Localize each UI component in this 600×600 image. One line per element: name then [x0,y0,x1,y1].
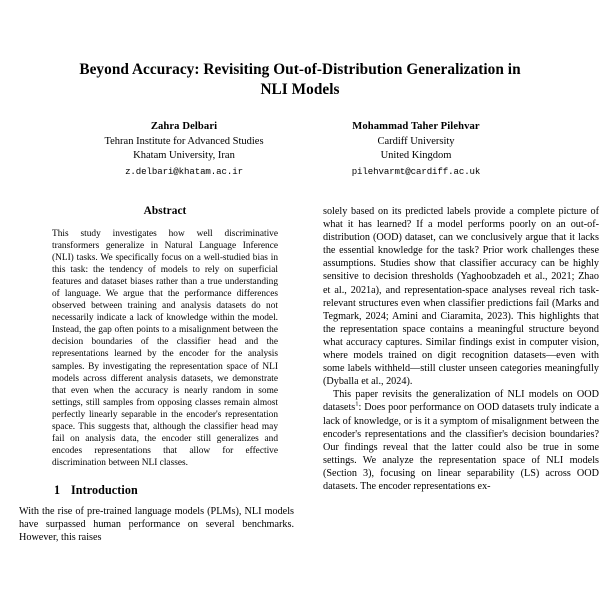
author-block-0 [68,120,300,179]
page-title: Beyond Accuracy: Revisiting Out-of-Distribution Generalization in NLI Models [79,61,521,98]
author-affiliation-line2: Khatam University, Iran [133,150,235,162]
abstract-text: This study investigates how well discriminative transformers generalize in Natural Language Inference (NLI) tasks. We specifically focus on a well-studied bias in this task: the tendency of models to rely on superficial features and dataset biases rather than a true understanding of language. We argue that the performance differences observed between training and analysis datasets do not necessarily indicate a lack of knowledge within the model. Instead, the gap often points to a misalignment between the decision boundaries of the classifier head and the representations learned by the encoder for the analysis samples. By investigating the representation space of NLI models across different analysis datasets, we demonstrate that even when the accuracy is nearly random in some settings, still samples from opposing classes remain almost perfectly linearly separable in the encoder's representation space. This suggests that, although the classifier head may fail on analysis data, the encoder still generalizes and encodes representations that allow for effective discrimination between NLI classes. [52,229,278,468]
right-column-continued-paragraph: solely based on its predicted labels provide a complete picture of what it has learned? If a model performs poorly on an out-of-distribution (OOD) dataset, can we conclusively argue that it lacks the essential knowledge for the task? Prior work challenges these assumptions. Studies show that classifier accuracy can be highly sensitive to decision thresholds (Yaghoobzadeh et al., 2021; Zhao et al., 2021a), and representation-space analyses reveal rich task-relevant structures even when classifier predictions fail (Marks and Tegmark, 2024; Amini and Ciaramita, 2023). This highlights that the representation space contains a meaningful structure beyond what accuracy captures. Similar findings exist in computer vision, where models trained on digit recognition datasets—even with some labels withheld—still cluster unseen categories meaningfully (Dyballa et al., 2024). [323,206,599,388]
author-affiliation-line2: United Kingdom [380,150,452,162]
body-columns [0,205,600,544]
author-affiliation-line1: Cardiff University [377,135,455,147]
section-title: Introduction [71,482,138,497]
section-number: 1 [54,482,61,497]
author-name: Mohammad Taher Pilehvar [352,121,480,132]
introduction-paragraph-1: With the rise of pre-trained language models (PLMs), NLI models have surpassed human performance on several benchmarks. However, this raises [19,505,294,544]
right-column [323,205,600,544]
right-column-paragraph-2 [323,388,600,493]
author-email[interactable]: z.delbari@khatam.ac.ir [125,165,243,177]
footnote-marker[interactable]: 1 [355,401,359,409]
paragraph-2-pre-text: This paper revisits the generalization of NLI models on OOD datasets [323,389,599,414]
author-name: Zahra Delbari [150,121,218,132]
author-email[interactable]: pilehvarmt@cardiff.ac.uk [351,165,481,177]
paragraph-2-post-text: : Does poor performance on OOD datasets truly indicate a lack of knowledge, or is it a symptom of misalignment between the encoder's representations and the classifier's decision boundaries? Our findings reveal that the latter could also be true in some settings. We analyze the representation space of NLI models (Section 3), focusing on linear separability (LS) across OOD datasets. The encoder representations ex- [323,402,599,492]
author-list [0,120,600,179]
author-affiliation-line1: Tehran Institute for Advanced Studies [104,135,264,147]
abstract-section [18,205,295,469]
abstract-heading: Abstract [143,205,187,217]
left-column [18,205,295,544]
title-block [0,0,600,179]
section-heading-introduction [18,483,295,498]
author-block-1 [300,120,532,179]
